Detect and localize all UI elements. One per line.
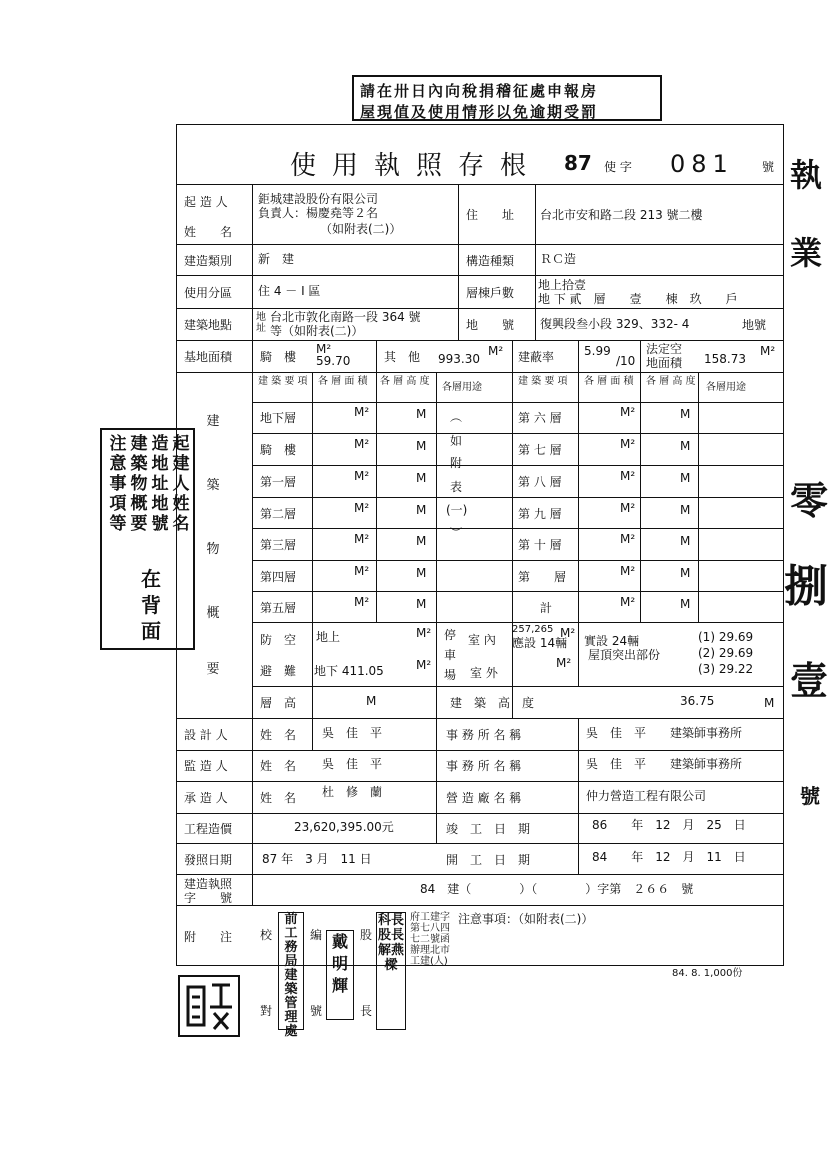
col-header-area: 各 層 面 積: [318, 376, 368, 387]
roof-value-3: (3) 29.22: [698, 662, 754, 676]
designer-office: 吳 佳 平 建築師事務所: [586, 726, 743, 740]
side-note-tail: 在背面: [141, 567, 161, 643]
unit-m: M: [416, 439, 427, 453]
year-handwritten: 87: [564, 151, 592, 175]
rule: [176, 874, 784, 875]
rule: [252, 433, 784, 434]
floor-row-label: 第二層: [260, 507, 297, 521]
designer-label: 設 計 人: [184, 728, 228, 742]
unit-m2: M²: [354, 405, 370, 419]
arcade-label: 騎 樓: [260, 350, 297, 364]
edge-fragment: 號: [800, 784, 820, 808]
col-header-usage: 各層用途: [442, 382, 482, 393]
serial-suffix: 號: [762, 160, 775, 174]
building-height-value: 36.75: [680, 694, 715, 708]
open-space-label-2: 地面積: [646, 356, 683, 370]
coverage-denominator: /10: [616, 354, 636, 368]
zoning-label: 使用分區: [184, 286, 233, 300]
edge-fragment: 零: [790, 478, 829, 523]
builder-address: 台北市安和路二段 213 號二樓: [540, 208, 703, 222]
start-label: 開 工 日 期: [446, 853, 531, 867]
floor-row-label: 第四層: [260, 570, 297, 584]
chief-label: 長: [360, 1004, 373, 1018]
edge-fragment: 捌: [784, 561, 828, 612]
print-info: 84. 8. 1,000份: [672, 968, 743, 979]
unit-m: M: [416, 534, 427, 548]
rule: [176, 813, 784, 814]
unit-m2: M²: [620, 405, 636, 419]
side-note-col: 建築物概要: [130, 434, 148, 534]
completion-label: 竣 工 日 期: [446, 822, 531, 836]
designer-name: 吳 佳 平: [322, 726, 383, 740]
unit-m2: M²: [354, 501, 370, 515]
cost-label: 工程造價: [184, 822, 233, 836]
floor-row-label: 第一層: [260, 475, 297, 489]
floor-row-label-right: 第 八 層: [518, 475, 562, 489]
shelter-label-2: 避 難: [260, 664, 297, 678]
zoning-value: 住 4 － I 區: [258, 284, 321, 298]
rule: [176, 905, 784, 906]
rule: [176, 308, 784, 309]
unit-m: M: [764, 696, 775, 710]
unit-m: M: [680, 439, 691, 453]
floor-row-label: 第三層: [260, 538, 297, 552]
parking-outdoor: 室 外: [470, 666, 498, 680]
floor-row-label: 地下層: [260, 411, 297, 425]
floor-row-label-right: 第 十 層: [518, 538, 562, 552]
coverage-value: 5.99: [584, 344, 611, 358]
contractor-company: 仲力營造工程有限公司: [586, 789, 707, 803]
official-stamp-3: 科長股長 解燕樑: [376, 912, 406, 1030]
rule: [252, 465, 784, 466]
floors-above: 地上拾壹: [538, 278, 587, 292]
other-label: 其 他: [384, 350, 421, 364]
attachment-label: 附 注: [184, 930, 233, 944]
builder-note: （如附表(二)）: [320, 222, 402, 236]
builder-label: 起 造 人: [184, 195, 228, 209]
unit-m: M: [416, 566, 427, 580]
unit-m: M: [680, 566, 691, 580]
contractor-name: 杜 修 蘭: [322, 785, 383, 799]
unit-m: M: [416, 503, 427, 517]
rule: [640, 340, 641, 622]
permit-label-1: 建造執照: [184, 877, 233, 891]
rule: [176, 843, 784, 844]
lot-suffix: 地號: [742, 318, 767, 332]
rule: [176, 718, 784, 719]
proofread-label: 校: [260, 928, 273, 942]
site-address-label: 地址: [256, 312, 266, 334]
rule: [176, 184, 784, 185]
roof-value-2: (2) 29.69: [698, 646, 754, 660]
designer-office-label: 事 務 所 名 稱: [446, 728, 522, 742]
parking-label-1: 停: [444, 628, 457, 642]
cost-value: 23,620,395.00元: [294, 820, 394, 834]
permit-number: 84 建（ ）（ ）字第 ２６６ 號: [420, 882, 694, 896]
completion-date: 86 年 12 月 25 日: [592, 818, 746, 832]
personal-seal: [178, 975, 240, 1037]
rule: [578, 340, 579, 686]
rule: [578, 718, 579, 874]
contractor-name-label: 姓 名: [260, 791, 297, 805]
open-space-label-1: 法定空: [646, 342, 683, 356]
supervisor-name: 吳 佳 平: [322, 757, 383, 771]
rule: [252, 184, 253, 905]
start-date: 84 年 12 月 11 日: [592, 850, 746, 864]
rule: [436, 372, 437, 718]
reminder-line-2: 屋現值及使用情形以免逾期受罰: [360, 103, 599, 121]
reminder-line-1: 請在卅日內向稅捐稽征處申報房: [360, 82, 599, 100]
form-title: 使用執照存根: [290, 151, 543, 181]
unit-m2: M²: [354, 469, 370, 483]
edge-fragment: 執: [790, 156, 823, 194]
parking-provided: 實設 24輛: [584, 634, 640, 648]
unit-m: M: [366, 694, 377, 708]
area-label: 基地面積: [184, 350, 233, 364]
col-header-height: 各 層 高 度: [380, 376, 430, 387]
unit-m: M: [680, 407, 691, 421]
unit-m2: M²: [416, 658, 432, 672]
number-label: 號: [310, 1004, 323, 1018]
roof-value-1: (1) 29.69: [698, 630, 754, 644]
col-header-usage-right: 各層用途: [706, 382, 746, 393]
floor-row-label-right: 第 七 層: [518, 443, 562, 457]
structure-label: 構造種類: [466, 254, 515, 268]
usage-note: ︵: [450, 410, 463, 424]
unit-m2: M²: [620, 437, 636, 451]
side-note-box: [100, 428, 195, 650]
area-unit: M²: [316, 342, 332, 356]
floor-row-label-right: 第 六 層: [518, 411, 562, 425]
shelter-below: 地下 411.05: [314, 664, 384, 678]
overview-label-2: 築: [206, 478, 220, 493]
contractor-label: 承 造 人: [184, 791, 228, 805]
unit-m: M: [680, 597, 691, 611]
rule: [176, 781, 784, 782]
reference-note: 府工建字第七八四七二號函辦理北市工建(人): [410, 912, 450, 967]
shelter-above: 地上: [316, 630, 341, 644]
arcade-value: 59.70: [316, 354, 351, 368]
builder-address-label: 住 址: [466, 208, 515, 222]
site-address-1: 台北市敦化南路一段 364 號: [270, 310, 421, 324]
edit-label: 編: [310, 928, 323, 942]
usage-note: 表: [450, 480, 463, 494]
side-note-col: 注意事項等: [109, 434, 127, 534]
unit-m: M: [680, 534, 691, 548]
col-header-item: 建 築 要 項: [258, 376, 308, 387]
floor-row-label-right: 第 層: [518, 570, 567, 584]
edge-fragment: 壹: [790, 658, 829, 703]
rule: [698, 372, 699, 622]
floor-row-label-right: 第 九 層: [518, 507, 562, 521]
proofread-label-2: 對: [260, 1004, 273, 1018]
attention-notes: 注意事項：（如附表(二)）: [458, 912, 594, 926]
area-unit: M²: [760, 344, 776, 358]
area-unit: M²: [488, 344, 504, 358]
rule: [512, 340, 513, 718]
site-address-2: 等（如附表(二)）: [270, 324, 364, 338]
structure-value: ＲＣ造: [540, 252, 577, 266]
serial-number: 081: [670, 150, 734, 178]
building-type-value: 新 建: [258, 252, 295, 266]
unit-m: M: [680, 503, 691, 517]
rule: [252, 402, 784, 403]
rule: [176, 275, 784, 276]
side-note-col: 起建人姓名: [172, 434, 190, 534]
rule: [252, 560, 784, 561]
rule: [436, 718, 437, 843]
floor-row-label: 第五層: [260, 601, 297, 615]
rule: [176, 340, 784, 341]
overview-label-3: 物: [206, 542, 220, 557]
issue-date: 87 年 3 月 11 日: [262, 852, 372, 866]
roof-label: 屋頂突出部份: [588, 648, 661, 662]
unit-m2: M²: [620, 469, 636, 483]
floor-row-label-right: 計: [540, 601, 553, 615]
supervisor-name-label: 姓 名: [260, 759, 297, 773]
overview-label-1: 建: [206, 414, 220, 429]
col-header-area-right: 各 層 面 積: [584, 376, 634, 387]
side-note-col: 造地址地號: [151, 434, 169, 534]
other-value: 993.30: [438, 352, 480, 366]
unit-m2: M²: [620, 501, 636, 515]
builder-company: 鉅城建設股份有限公司: [258, 192, 379, 206]
supervisor-label: 監 造 人: [184, 759, 228, 773]
parking-indoor-value: 257,265: [512, 624, 554, 635]
official-stamp-2: 戴明輝: [326, 930, 354, 1020]
unit-m2: M²: [354, 437, 370, 451]
rule: [376, 340, 377, 622]
unit-m2: M²: [354, 564, 370, 578]
open-space-value: 158.73: [704, 352, 746, 366]
unit-m2: M²: [560, 626, 576, 640]
parking-label-3: 場: [444, 668, 457, 682]
permit-label-2: 字 號: [184, 891, 233, 905]
rule: [458, 184, 459, 340]
builder-name-label: 姓 名: [184, 225, 233, 239]
designer-name-label: 姓 名: [260, 728, 297, 742]
overview-label-4: 概: [206, 606, 220, 621]
lot-value: 復興段叁小段 329、332- 4: [540, 317, 690, 331]
unit-m: M: [416, 597, 427, 611]
usage-note: 如: [450, 434, 463, 448]
official-stamp-1: 前工務局建築管理處: [278, 912, 304, 1030]
shelter-label-1: 防 空: [260, 633, 297, 647]
rule: [535, 184, 536, 340]
usage-note: 附: [450, 456, 463, 470]
floors-count-label: 層棟戶數: [466, 286, 515, 300]
rule: [252, 528, 784, 529]
section-label: 股: [360, 928, 373, 942]
issue-label: 發照日期: [184, 853, 233, 867]
supervisor-office-label: 事 務 所 名 稱: [446, 759, 522, 773]
floor-height-label: 層 高: [260, 696, 297, 710]
coverage-label: 建蔽率: [518, 350, 555, 364]
parking-required: 應設 14輛: [512, 636, 568, 650]
unit-m: M: [680, 471, 691, 485]
usage-note: (一): [446, 503, 468, 517]
contractor-company-label: 營 造 廠 名 稱: [446, 791, 522, 805]
unit-m2: M²: [620, 595, 636, 609]
parking-indoor: 室 內: [468, 633, 496, 647]
serial-prefix: 使 字: [604, 160, 632, 174]
parking-label-2: 車: [444, 648, 457, 662]
unit-m2: M²: [354, 532, 370, 546]
supervisor-office: 吳 佳 平 建築師事務所: [586, 757, 743, 771]
rule: [176, 372, 784, 373]
builder-representative: 負責人：楊慶堯等２名: [258, 206, 379, 220]
unit-m2: M²: [354, 595, 370, 609]
edge-fragment: 業: [790, 234, 823, 272]
unit-m: M: [416, 407, 427, 421]
usage-note: ︶: [450, 526, 463, 540]
reminder-stamp: [352, 75, 662, 121]
col-header-height-right: 各 層 高 度: [646, 376, 696, 387]
rule: [176, 750, 784, 751]
unit-m2: M²: [416, 626, 432, 640]
unit-m2: M²: [556, 656, 572, 670]
rule: [252, 622, 784, 623]
rule: [176, 244, 784, 245]
floor-row-label: 騎 樓: [260, 443, 297, 457]
overview-label-5: 要: [206, 662, 220, 677]
building-height-label: 建 築 高 度: [450, 696, 535, 710]
unit-m2: M²: [620, 532, 636, 546]
rule: [252, 591, 784, 592]
unit-m: M: [416, 471, 427, 485]
building-type-label: 建造類別: [184, 254, 233, 268]
site-label: 建築地點: [184, 318, 233, 332]
floors-below: 地 下 貳 層 壹 棟 玖 戶: [538, 292, 738, 306]
col-header-item-right: 建 築 要 項: [518, 376, 568, 387]
lot-label: 地 號: [466, 318, 515, 332]
unit-m2: M²: [620, 564, 636, 578]
rule: [312, 372, 313, 750]
rule: [252, 497, 784, 498]
rule: [252, 686, 784, 687]
seal-mark-icon: [180, 977, 238, 1035]
